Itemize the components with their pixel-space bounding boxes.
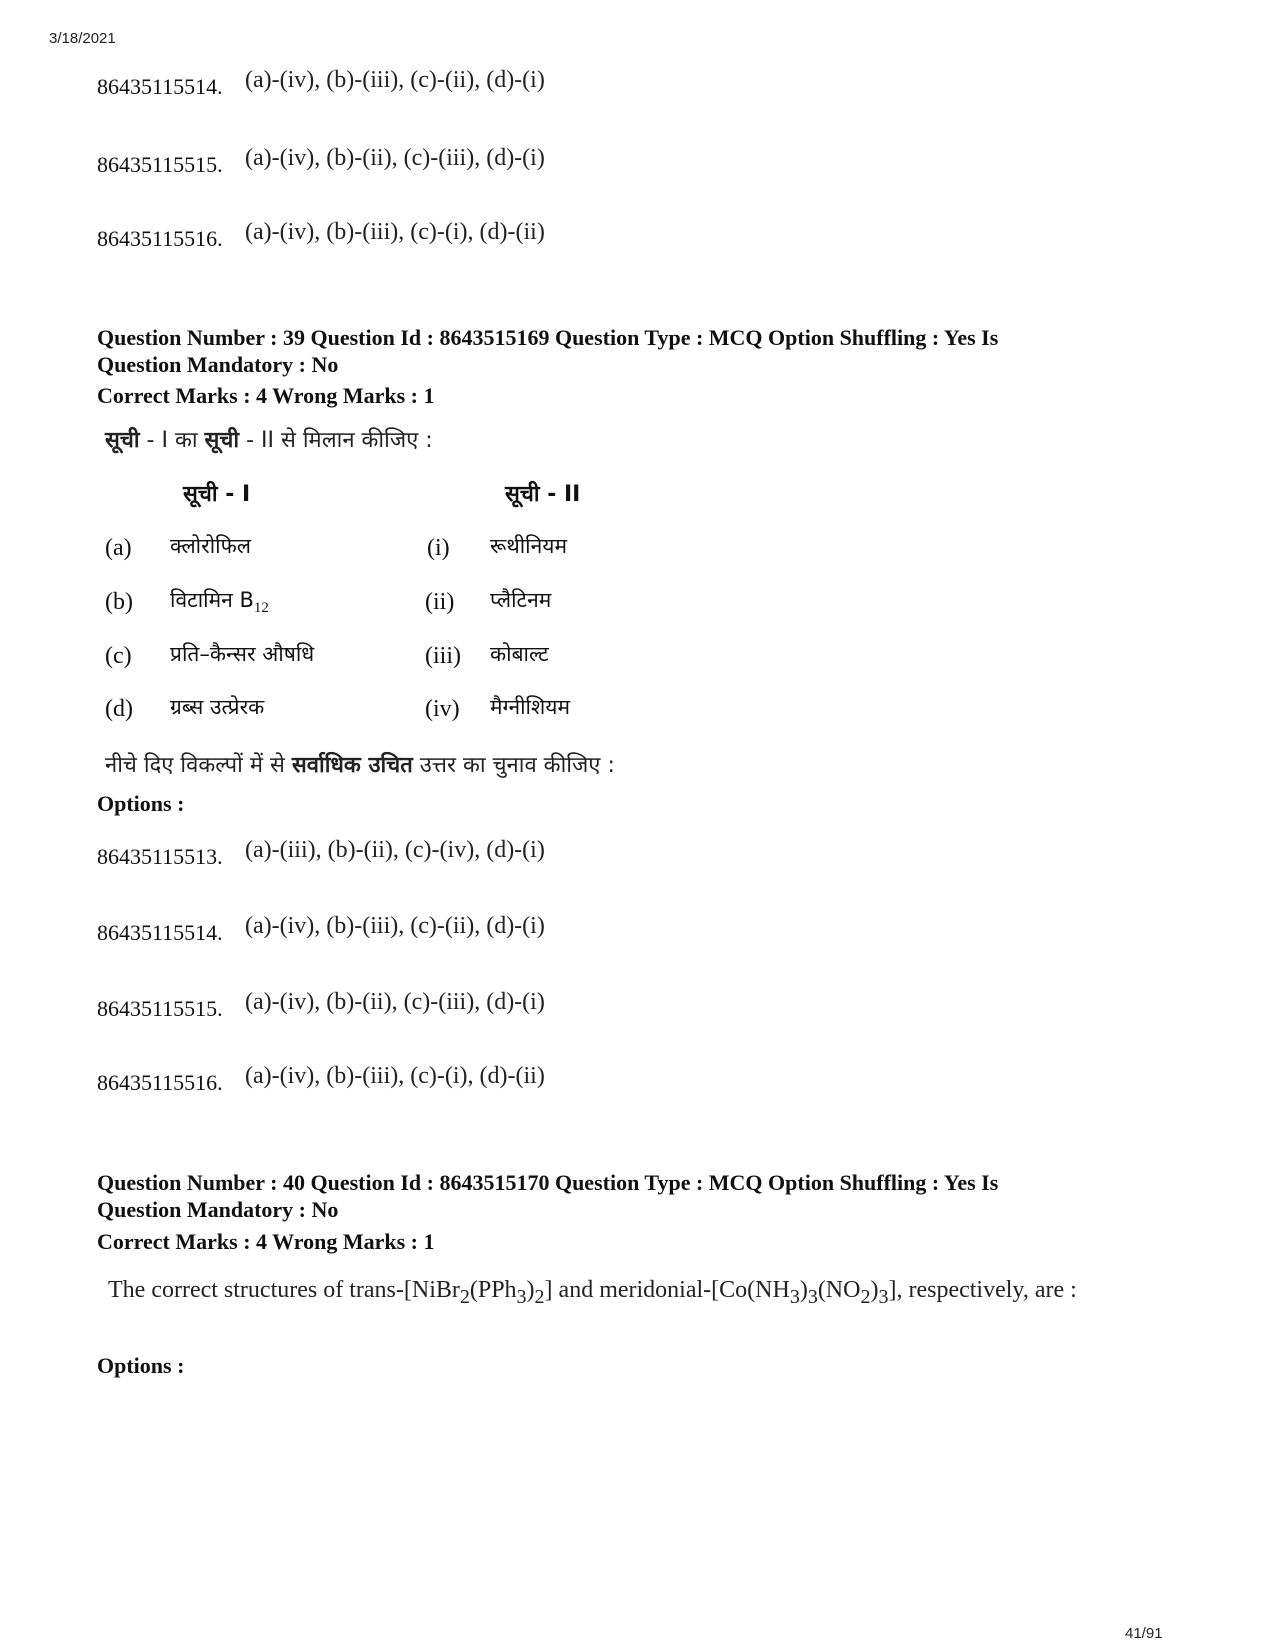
list2-item: रूथीनियम [490,534,568,558]
text-run: The correct structures of trans-[NiBr [108,1277,460,1303]
question-header-line: Question Number : 39 Question Id : 8643515169 Question Type : MCQ Option Shuffling : Yes Is [97,325,999,350]
question-marks: Correct Marks : 4 Wrong Marks : 1 [97,1229,435,1254]
match-instruction [105,424,433,454]
option-text: (a)-(iv), (b)-(ii), (c)-(iii), (d)-(i) [245,989,545,1015]
instruction-part: - I का [139,428,205,453]
print-date: 3/18/2021 [49,30,116,47]
option-id: 86435115514. [97,74,223,99]
text-run: ], respectively, are : [888,1277,1077,1303]
list1-label: (c) [105,643,132,669]
list1-item: प्रति–कैन्सर औषधि [170,642,315,666]
list1-item [170,586,269,617]
text-run: ] and meridonial-[Co(NH [544,1277,790,1303]
instruction-part: उत्तर का चुनाव कीजिए : [412,753,615,778]
option-id: 86435115516. [97,226,223,251]
instruction-part: सूची [204,428,240,453]
question-header-line: Question Mandatory : No [97,1197,339,1222]
list1-label: (d) [105,696,133,722]
list2-label: (iv) [425,696,460,722]
list2-label: (i) [427,535,450,561]
subscript: 2 [860,1285,871,1308]
option-text: (a)-(iv), (b)-(iii), (c)-(ii), (d)-(i) [245,913,545,939]
list1-label: (a) [105,535,132,561]
list2-item: कोबाल्ट [490,642,549,666]
list2-label: (iii) [425,643,461,669]
subscript: 2 [534,1285,545,1308]
option-text: (a)-(iv), (b)-(ii), (c)-(iii), (d)-(i) [245,145,545,171]
option-id: 86435115516. [97,1070,223,1095]
subscript: 3 [807,1285,818,1308]
text-run: (NO [817,1277,861,1303]
list2-item: मैग्नीशियम [490,695,571,719]
option-id: 86435115514. [97,920,223,945]
subscript: 3 [789,1285,800,1308]
list2-label: (ii) [425,589,455,615]
list1-item-text: विटामिन B [170,588,254,612]
text-run: ) [870,1277,879,1303]
option-text: (a)-(iv), (b)-(iii), (c)-(ii), (d)-(i) [245,67,545,93]
option-id: 86435115513. [97,844,223,869]
instruction-part: सर्वाधिक उचित [291,753,413,778]
subscript: 3 [878,1285,889,1308]
question-header-line: Question Mandatory : No [97,352,339,377]
text-run: ) [526,1277,535,1303]
subscript: 12 [253,600,269,617]
question-header [97,324,998,378]
list2-heading: सूची - II [505,482,581,507]
question-header-line: Question Number : 40 Question Id : 8643515170 Question Type : MCQ Option Shuffling : Yes Is [97,1170,999,1195]
option-text: (a)-(iv), (b)-(iii), (c)-(i), (d)-(ii) [245,219,545,245]
list2-item: प्लैटिनम [490,588,552,612]
question-header [97,1169,998,1223]
option-id: 86435115515. [97,996,223,1021]
question-text [108,1270,1168,1317]
options-label: Options : [97,1353,185,1378]
text-run: ) [799,1277,808,1303]
text-run: (PPh [469,1277,517,1303]
subscript: 2 [459,1285,470,1308]
choose-instruction [105,749,615,779]
instruction-part: सूची [105,428,140,453]
list1-item: ग्रब्स उत्प्रेरक [170,695,265,719]
list1-heading: सूची - I [183,482,251,507]
instruction-part: - II से मिलान कीजिए : [239,428,433,453]
instruction-part: नीचे दिए विकल्पों में से [105,753,292,778]
list1-label: (b) [105,589,133,615]
option-text: (a)-(iv), (b)-(iii), (c)-(i), (d)-(ii) [245,1063,545,1089]
list1-item: क्लोरोफिल [170,534,252,558]
question-marks: Correct Marks : 4 Wrong Marks : 1 [97,383,435,408]
option-text: (a)-(iii), (b)-(ii), (c)-(iv), (d)-(i) [245,837,545,863]
option-id: 86435115515. [97,152,223,177]
subscript: 3 [516,1285,527,1308]
options-label: Options : [97,791,185,816]
page-number: 41/91 [1125,1625,1163,1642]
